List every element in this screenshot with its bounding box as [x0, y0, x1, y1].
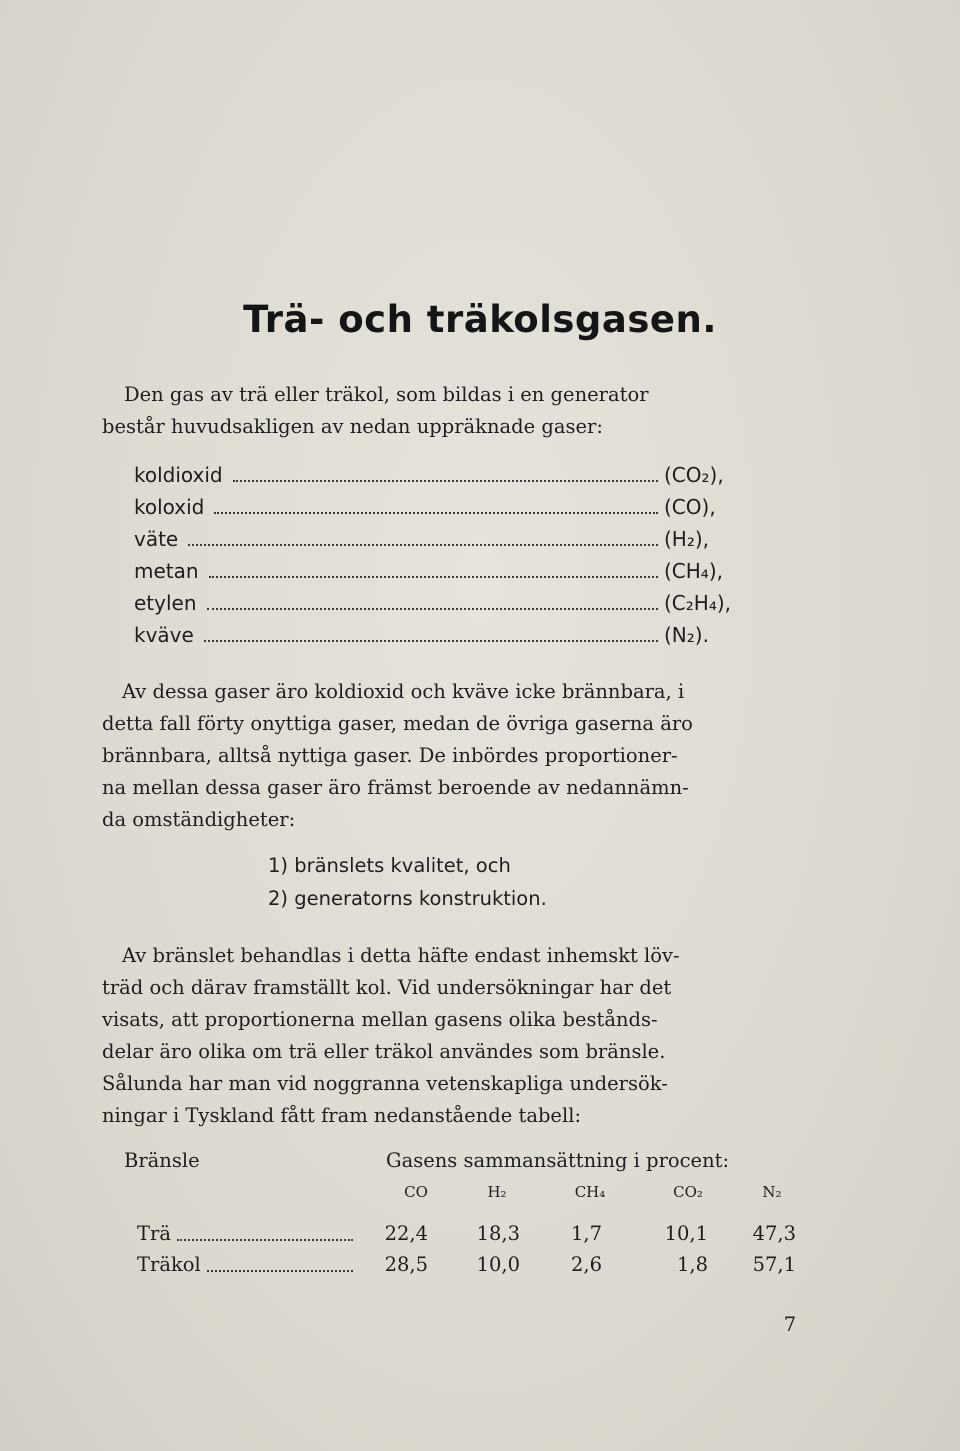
column-header: CO [404, 1183, 428, 1201]
gas-formula: (H₂), [664, 527, 710, 551]
gas-name: koldioxid [134, 463, 223, 487]
gas-formula: (CH₄), [664, 559, 723, 583]
dot-leader [177, 1239, 353, 1241]
gas-formula: (C₂H₄), [664, 591, 732, 615]
para3-line-4: delar äro olika om trä eller träkol användes som bränsle. [102, 1040, 666, 1063]
page-title: Trä- och träkolsgasen. [243, 298, 717, 341]
para2-line-2: detta fall förty onyttiga gaser, medan de övriga gaserna äro [102, 712, 693, 735]
table-cell: 57,1 [752, 1253, 796, 1276]
dot-leader [207, 1270, 353, 1272]
gas-name: kväve [134, 623, 194, 647]
table-header-gas: Gasens sammansättning i procent: [386, 1149, 730, 1172]
para3-line-2: träd och därav framställt kol. Vid undersökningar har det [102, 976, 672, 999]
page-number: 7 [783, 1313, 797, 1336]
para3-line-3: visats, att proportionerna mellan gasens olika bestånds- [102, 1008, 658, 1031]
table-cell: 47,3 [752, 1222, 796, 1245]
column-header: CH₄ [574, 1183, 606, 1201]
para3-line-1: Av bränslet behandlas i detta häfte endast inhemskt löv- [122, 944, 680, 967]
column-header: CO₂ [673, 1183, 703, 1201]
para2-line-5: da omständigheter: [102, 808, 296, 831]
column-header: H₂ [487, 1183, 507, 1201]
factor-item-1: 1) bränslets kvalitet, och [268, 854, 511, 877]
table-cell: 18,3 [476, 1222, 520, 1245]
row-label-text: Träkol [137, 1253, 201, 1276]
gas-formula: (CO), [664, 495, 716, 519]
gas-name: metan [134, 559, 199, 583]
gas-formula: (CO₂), [664, 463, 724, 487]
column-header: N₂ [762, 1183, 782, 1201]
table-cell: 10,0 [476, 1253, 520, 1276]
factor-item-2: 2) generatorns konstruktion. [268, 887, 547, 910]
para2-line-4: na mellan dessa gaser äro främst beroende av nedannämn- [102, 776, 689, 799]
para2-line-3: brännbara, alltså nyttiga gaser. De inbördes proportioner- [102, 744, 678, 767]
table-cell: 10,1 [664, 1222, 708, 1245]
gas-formula: (N₂). [664, 623, 709, 647]
gas-name: koloxid [134, 495, 205, 519]
table-cell: 1,8 [676, 1253, 708, 1276]
para3-line-6: ningar i Tyskland fått fram nedanstående tabell: [102, 1104, 582, 1127]
row-label-text: Trä [137, 1222, 171, 1245]
table-cell: 22,4 [384, 1222, 428, 1245]
para2-line-1: Av dessa gaser äro koldioxid och kväve icke brännbara, i [122, 680, 685, 703]
table-header-fuel: Bränsle [124, 1149, 200, 1172]
gas-name: etylen [134, 591, 197, 615]
intro-line-1: Den gas av trä eller träkol, som bildas i en generator [124, 383, 649, 406]
table-cell: 1,7 [570, 1222, 602, 1245]
table-row-label [137, 1253, 359, 1276]
table-cell: 28,5 [384, 1253, 428, 1276]
gas-name: väte [134, 527, 179, 551]
table-row-label [137, 1222, 359, 1245]
intro-line-2: består huvudsakligen av nedan uppräknade gaser: [102, 415, 603, 438]
para3-line-5: Sålunda har man vid noggranna vetenskapliga undersök- [102, 1072, 668, 1095]
table-cell: 2,6 [570, 1253, 602, 1276]
